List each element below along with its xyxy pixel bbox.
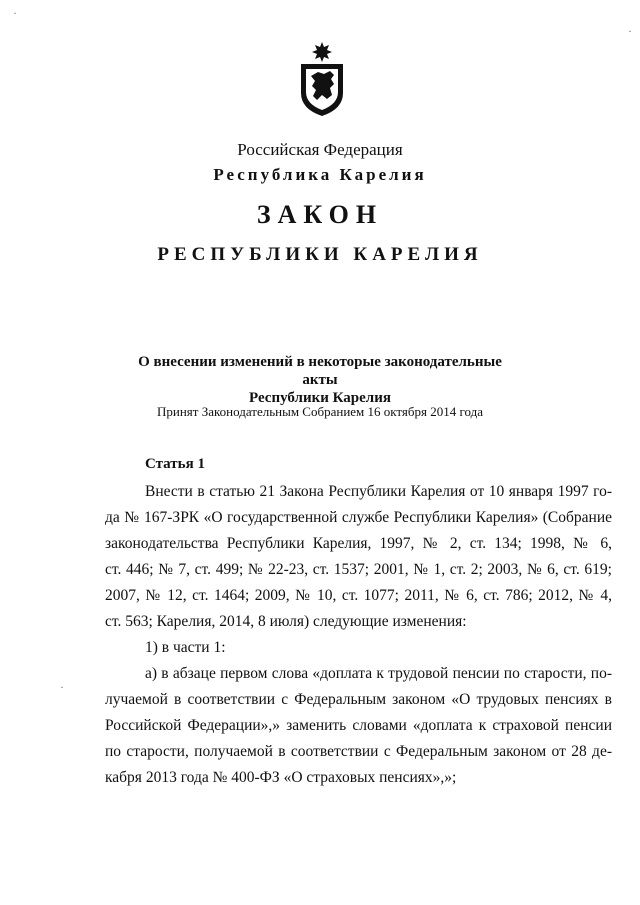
body-line: Внести в статью 21 Закона Республики Карелия от 10 января 1997 го- [145, 483, 612, 500]
law-subheading: РЕСПУБЛИКИ КАРЕЛИЯ [157, 244, 483, 265]
document-title-line: Республики Карелия [249, 390, 391, 406]
country-name: Российская Федерация [237, 140, 403, 159]
body-line: кабря 2013 года № 400-ФЗ «О страховых пенсиях»,»; [105, 769, 457, 786]
body-line: по старости, получаемой в соответствии с Федеральным законом от 28 де- [105, 743, 612, 760]
scan-speck: · [13, 6, 17, 20]
body-line: законодательства Республики Карелия, 1997, № 2, ст. 134; 1998, № 6, [105, 535, 612, 552]
scan-speck: · [60, 680, 64, 694]
document-title [120, 353, 520, 407]
body-line: да № 167-ЗРК «О государственной службе Республики Карелия» (Собрание [105, 509, 612, 526]
body-line: ст. 563; Карелия, 2014, 8 июля) следующие изменения: [105, 613, 467, 630]
body-line: 2007, № 12, ст. 1464; 2009, № 10, ст. 1077; 2011, № 6, ст. 786; 2012, № 4, [105, 587, 612, 604]
body-line: ст. 446; № 7, ст. 499; № 22-23, ст. 1537; 2001, № 1, ст. 2; 2003, № 6, ст. 619; [105, 561, 612, 578]
body-line: 1) в части 1: [145, 639, 226, 656]
body-line: Российской Федерации»,» заменить словами «доплата к страховой пенсии [105, 717, 612, 734]
scan-speck: · [628, 24, 632, 38]
adoption-note: Принят Законодательным Собранием 16 октября 2014 года [156, 404, 484, 419]
article-heading: Статья 1 [145, 456, 205, 472]
body-line: лучаемой в соответствии с Федеральным законом «О трудовых пенсиях в [105, 691, 612, 708]
republic-name: Республика Карелия [213, 165, 427, 184]
body-line: а) в абзаце первом слова «доплата к трудовой пенсии по старости, по- [145, 665, 612, 682]
law-heading: ЗАКОН [256, 200, 384, 229]
document-title-line: О внесении изменений в некоторые законодательные акты [138, 354, 502, 388]
coat-of-arms-karelia-icon [296, 41, 348, 117]
